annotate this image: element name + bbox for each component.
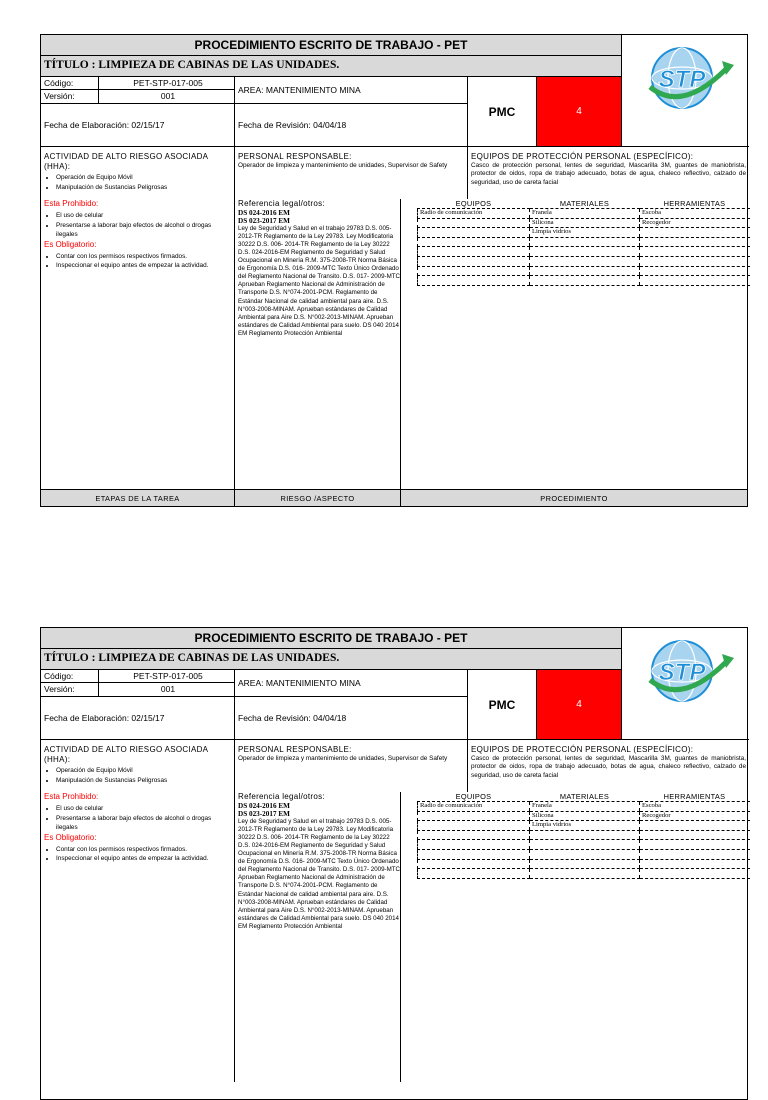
mandatory-label: Es Obligatorio: (44, 239, 97, 249)
personnel-header: PERSONAL RESPONSABLE: (238, 745, 352, 754)
version-label: Versión: (41, 683, 99, 697)
activity-list (44, 766, 234, 785)
prohibited-label: Esta Prohibido: (44, 792, 99, 801)
elaboration-date: Fecha de Elaboración: 02/15/17 (41, 104, 235, 147)
equipo-cell: Radio de comunicación (418, 802, 530, 812)
legal-bold-ref: DS 023-2017 EM (238, 217, 290, 226)
material-cell: Limpia vidrios (530, 821, 640, 831)
mandatory-item: • Inspeccionar el equipo antes de empezar la actividad. (56, 261, 231, 271)
rules-section (41, 792, 235, 1082)
ppe-header: EQUIPOS DE PROTECCIÓN PERSONAL (ESPECÍFICO): (471, 745, 694, 754)
mandatory-item: • Contar con los permisos respectivos firmados. (56, 252, 231, 262)
prohibited-item: • El uso de celular (56, 211, 231, 221)
area: AREA: MANTENIMIENTO MINA (235, 670, 468, 697)
document-title: PROCEDIMIENTO ESCRITO DE TRABAJO - PET (41, 628, 622, 649)
mandatory-label: Es Obligatorio: (44, 832, 97, 842)
activity-section (41, 147, 235, 199)
personnel-text: Operador de limpieza y mantenimiento de unidades, Supervisor de Safety (238, 162, 448, 169)
code-label: Código: (41, 670, 99, 683)
revision-date: Fecha de Revisión: 04/04/18 (235, 697, 468, 740)
pet-document-1 (40, 34, 748, 507)
material-cell: Limpia vidrios (530, 228, 640, 238)
version-value: 001 (99, 90, 235, 104)
legal-section (235, 792, 401, 1082)
col-herramientas: HERRAMIENTAS (640, 199, 750, 209)
document-subtitle: TÍTULO : LIMPIEZA DE CABINAS DE LAS UNIDADES. (41, 56, 622, 77)
legal-section (235, 199, 401, 489)
ppe-section (468, 147, 749, 199)
personnel-section (235, 147, 468, 199)
activity-list (44, 173, 234, 192)
stp-logo (622, 35, 749, 147)
col-materiales: MATERIALES (530, 792, 640, 802)
code-label: Código: (41, 77, 99, 90)
mandatory-item: • Contar con los permisos respectivos firmados. (56, 845, 231, 855)
col-herramientas: HERRAMIENTAS (640, 792, 750, 802)
prohibited-list (44, 804, 231, 833)
document-subtitle: TÍTULO : LIMPIEZA DE CABINAS DE LAS UNIDADES. (41, 649, 622, 670)
ppe-section (468, 740, 749, 792)
code-value: PET-STP-017-005 (99, 77, 235, 90)
footer-stages: ETAPAS DE LA TAREA (41, 489, 235, 506)
ppe-text: Casco de protección personal, lentes de seguridad, Mascarilla 3M, guantes de maniobrista, protector de oidos, ropa de trabajo adecuado, botas de agua, chaleco reflectivo, calzado de seguridad, uso de careta facial (471, 162, 746, 186)
equipment-section (401, 792, 749, 1082)
legal-text: Ley de Seguridad y Salud en el trabajo 29783 D.S. 005- 2012-TR Reglamento de la Ley 29783. Ley Modificatoria 30222 D.S. 006- 2014-TR Reglamento de la Ley 30222 D.S. 024-2016-EM Reglamento de Seguridad y Salud Ocupacional en Minería R.M. 375-2008-TR Norma Básica de Ergonomía D.S. 016- 2009-MTC Texto Único Ordenado del Reglamento Nacional de Transito. D.S. 017- 2009-MTC Aprueban Reglamento Nacional de Administración de Transporte D.S. N°074-2001-PCM. Reglamento de Estándar Nacional de calidad ambiental para aire. D.S. N°003-2008-MINAM. Aprueban estándares de Calidad Ambiental para Aire D.S. N°002-2013-MINAM. Aprueban estándares de Calidad Ambiental para suelo. DS 040 2014 EM Reglamento Protección Ambiental (238, 225, 400, 337)
pmc-label: PMC (468, 670, 537, 740)
code-value: PET-STP-017-005 (99, 670, 235, 683)
legal-header: Referencia legal/otros: (238, 199, 325, 208)
material-cell: Silicona (530, 811, 640, 821)
legal-bold-ref: DS 024-2016 EM (238, 802, 290, 810)
prohibited-list (44, 211, 231, 240)
rules-section (41, 199, 235, 489)
revision-date: Fecha de Revisión: 04/04/18 (235, 104, 468, 147)
activity-section (41, 740, 235, 792)
equipment-table (417, 792, 750, 879)
prohibited-label: Esta Prohibido: (44, 199, 99, 208)
activity-item: • Manipulación de Sustancias Peligrosas (56, 183, 234, 193)
personnel-text: Operador de limpieza y mantenimiento de unidades, Supervisor de Safety (238, 755, 448, 762)
col-equipos: EQUIPOS (418, 792, 530, 802)
herramienta-cell: Escoba (640, 802, 750, 812)
stp-logo (622, 628, 749, 740)
herramienta-cell: Escoba (640, 209, 750, 219)
activity-item: • Manipulación de Sustancias Peligrosas (56, 776, 234, 786)
mandatory-item: • Inspeccionar el equipo antes de empezar la actividad. (56, 854, 231, 864)
ppe-text: Casco de protección personal, lentes de seguridad, Mascarilla 3M, guantes de maniobrista, protector de oidos, ropa de trabajo adecuado, botas de agua, chaleco reflectivo, calzado de seguridad, uso de careta facial (471, 755, 746, 779)
personnel-header: PERSONAL RESPONSABLE: (238, 152, 352, 161)
pet-document-2 (40, 627, 748, 1100)
footer-procedure: PROCEDIMIENTO (401, 489, 747, 506)
mandatory-list (44, 845, 231, 864)
equipment-table (417, 199, 750, 286)
material-cell: Franela (530, 802, 640, 812)
legal-header: Referencia legal/otros: (238, 792, 325, 801)
version-value: 001 (99, 683, 235, 697)
svg-text:STP: STP (658, 66, 706, 93)
legal-bold-ref: DS 024-2016 EM (238, 209, 290, 217)
footer-risk: RIESGO /ASPECTO (235, 489, 401, 506)
area: AREA: MANTENIMIENTO MINA (235, 77, 468, 104)
activity-header: ACTIVIDAD DE ALTO RIESGO ASOCIADA (HHA): (44, 152, 208, 171)
personnel-section (235, 740, 468, 792)
herramienta-cell: Recogedor (640, 218, 750, 228)
document-title: PROCEDIMIENTO ESCRITO DE TRABAJO - PET (41, 35, 622, 56)
col-equipos: EQUIPOS (418, 199, 530, 209)
herramienta-cell: Recogedor (640, 811, 750, 821)
equipment-section (401, 199, 749, 489)
svg-text:STP: STP (658, 659, 706, 686)
activity-item: • Operación de Equipo Móvil (56, 766, 234, 776)
col-materiales: MATERIALES (530, 199, 640, 209)
activity-header: ACTIVIDAD DE ALTO RIESGO ASOCIADA (HHA): (44, 745, 208, 764)
ppe-header: EQUIPOS DE PROTECCIÓN PERSONAL (ESPECÍFICO): (471, 152, 694, 161)
prohibited-item: • El uso de celular (56, 804, 231, 814)
pmc-value: 4 (537, 670, 622, 740)
pmc-value: 4 (537, 77, 622, 147)
mandatory-list (44, 252, 231, 271)
version-label: Versión: (41, 90, 99, 104)
equipo-cell: Radio de comunicación (418, 209, 530, 219)
prohibited-item: • Presentarse a laborar bajo efectos de alcohol o drogas ilegales (56, 221, 231, 240)
legal-text: Ley de Seguridad y Salud en el trabajo 29783 D.S. 005- 2012-TR Reglamento de la Ley 29783. Ley Modificatoria 30222 D.S. 006- 2014-TR Reglamento de la Ley 30222 D.S. 024-2016-EM Reglamento de Seguridad y Salud Ocupacional en Minería R.M. 375-2008-TR Norma Básica de Ergonomía D.S. 016- 2009-MTC Texto Único Ordenado del Reglamento Nacional de Transito. D.S. 017- 2009-MTC Aprueban Reglamento Nacional de Administración de Transporte D.S. N°074-2001-PCM. Reglamento de Estándar Nacional de calidad ambiental para aire. D.S. N°003-2008-MINAM. Aprueban estándares de Calidad Ambiental para Aire D.S. N°002-2013-MINAM. Aprueban estándares de Calidad Ambiental para suelo. DS 040 2014 EM Reglamento Protección Ambiental (238, 818, 400, 930)
pmc-label: PMC (468, 77, 537, 147)
activity-item: • Operación de Equipo Móvil (56, 173, 234, 183)
material-cell: Silicona (530, 218, 640, 228)
material-cell: Franela (530, 209, 640, 219)
elaboration-date: Fecha de Elaboración: 02/15/17 (41, 697, 235, 740)
legal-bold-ref: DS 023-2017 EM (238, 810, 290, 819)
prohibited-item: • Presentarse a laborar bajo efectos de alcohol o drogas ilegales (56, 814, 231, 833)
